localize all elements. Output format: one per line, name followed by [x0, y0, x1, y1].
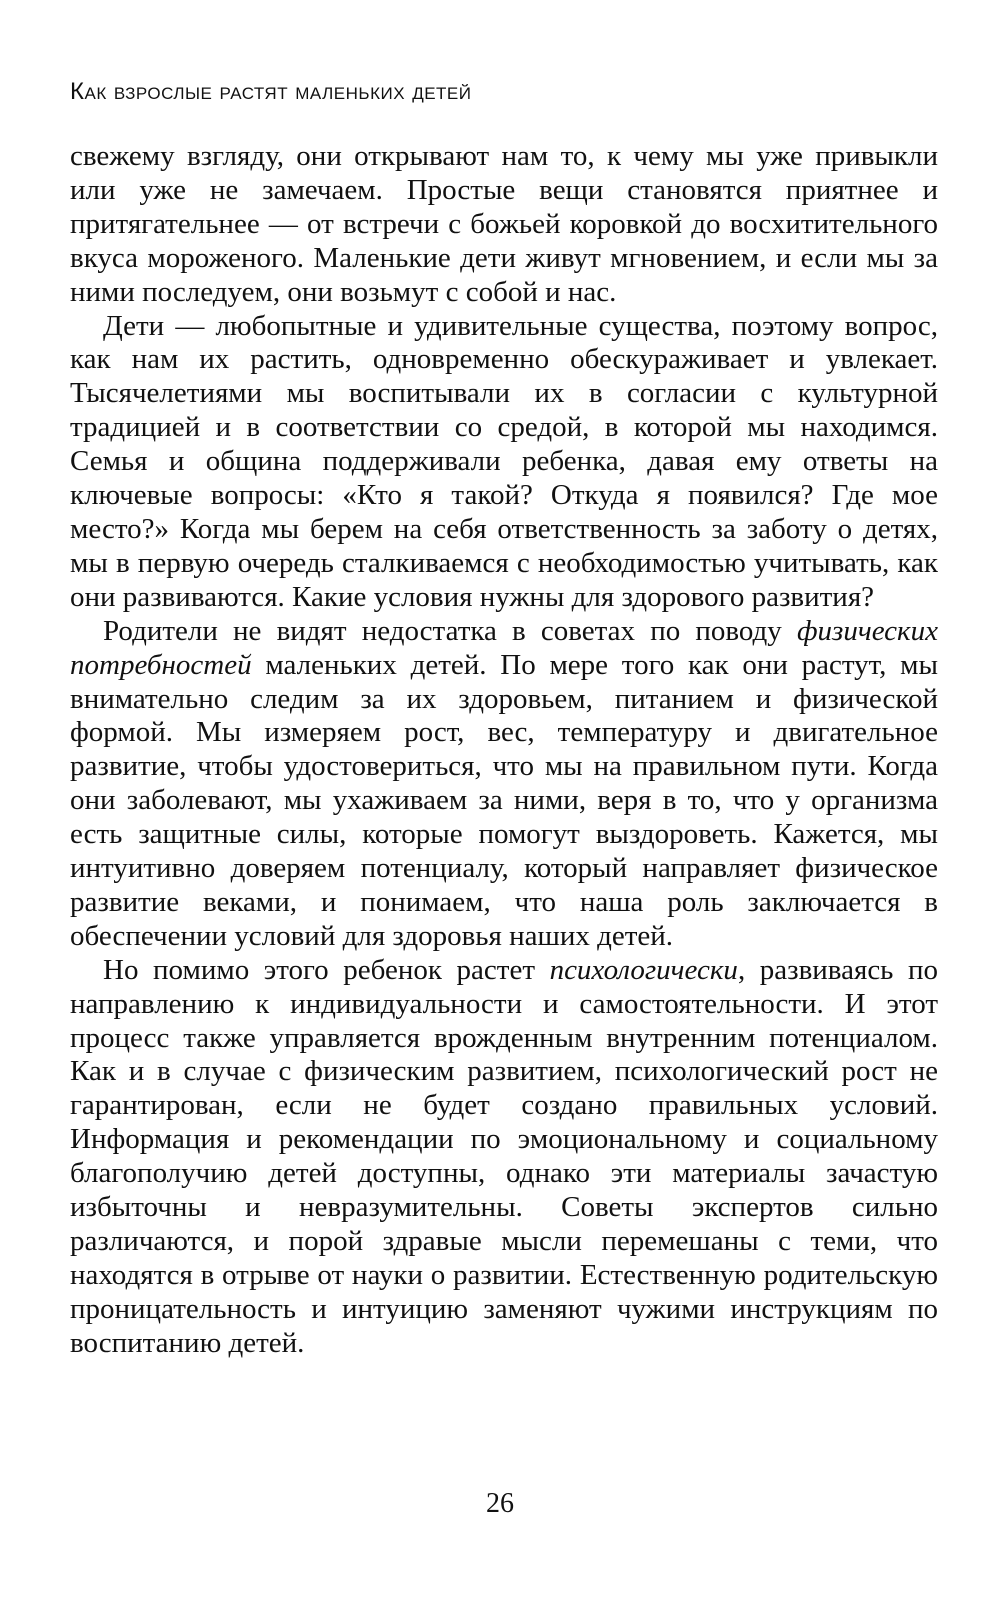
paragraph-1 [70, 140, 938, 310]
paragraph-3-text-a: Родители не видят недостатка в советах по поводу [103, 614, 797, 647]
paragraph-2 [70, 310, 938, 615]
paragraph-1-text: свежему взгляду, они открывают нам то, к чему мы уже привыкли или уже не замечаем. Простые вещи становятся приятнее и притягательнее — от встречи с божьей коровкой до восхитительного вкуса мороженого. Маленькие дети живут мгновением, и если мы за ними последуем, они возьмут с собой и нас. [70, 140, 938, 308]
paragraph-3 [70, 615, 938, 954]
page-number: 26 [486, 1488, 514, 1519]
paragraph-4-text-b: , развиваясь по направлению к индивидуальности и самостоятельности. И этот процесс также управляется врожденным внутренним потенциалом. Как и в случае с физическим развитием, психологический рост не гарантирован, если не будет создано правильных условий. Информация и рекомендации по эмоциональному и социальному благополучию детей доступны, однако эти материалы зачастую избыточны и невразумительны. Советы экспертов сильно различаются, и порой здравые мысли перемешаны с теми, что находятся в отрыве от науки о развитии. Естественную родительскую проницательность и интуицию заменяют чужими инструкциям по воспитанию детей. [70, 953, 938, 1359]
paragraph-3-text-b: маленьких детей. По мере того как они растут, мы внимательно следим за их здоровьем, питанием и физической формой. Мы измеряем рост, вес, температуру и двигательное развитие, чтобы удостовериться, что мы на правильном пути. Когда они заболевают, мы ухаживаем за ними, веря в то, что у организма есть защитные силы, которые помогут выздороветь. Кажется, мы интуитивно доверяем потенциалу, который направляет физическое развитие веками, и понимаем, что наша роль заключается в обеспечении условий для здоровья наших детей. [70, 648, 938, 952]
paragraph-2-text: Дети — любопытные и удивительные существа, поэтому вопрос, как нам их растить, одновременно обескураживает и увлекает. Тысячелетиями мы воспитывали их в согласии с культурной традицией и в соответствии со средой, в которой мы находимся. Семья и община поддерживали ребенка, давая ему ответы на ключевые вопросы: «Кто я такой? Откуда я появился? Где мое место?» Когда мы берем на себя ответственность за заботу о детях, мы в первую очередь сталкиваемся с необходимостью учитывать, как они развиваются. Какие условия нужны для здорового развития? [70, 309, 938, 613]
italic-term-physical-needs: физических потребностей [70, 614, 938, 681]
paragraph-4-text-a: Но помимо этого ребенок растет [103, 953, 550, 986]
running-head: Как взрослые растят маленьких детей [70, 78, 472, 105]
italic-term-psychologically: психологически [549, 953, 738, 986]
paragraph-4 [70, 954, 938, 1361]
body-text [70, 140, 938, 1361]
